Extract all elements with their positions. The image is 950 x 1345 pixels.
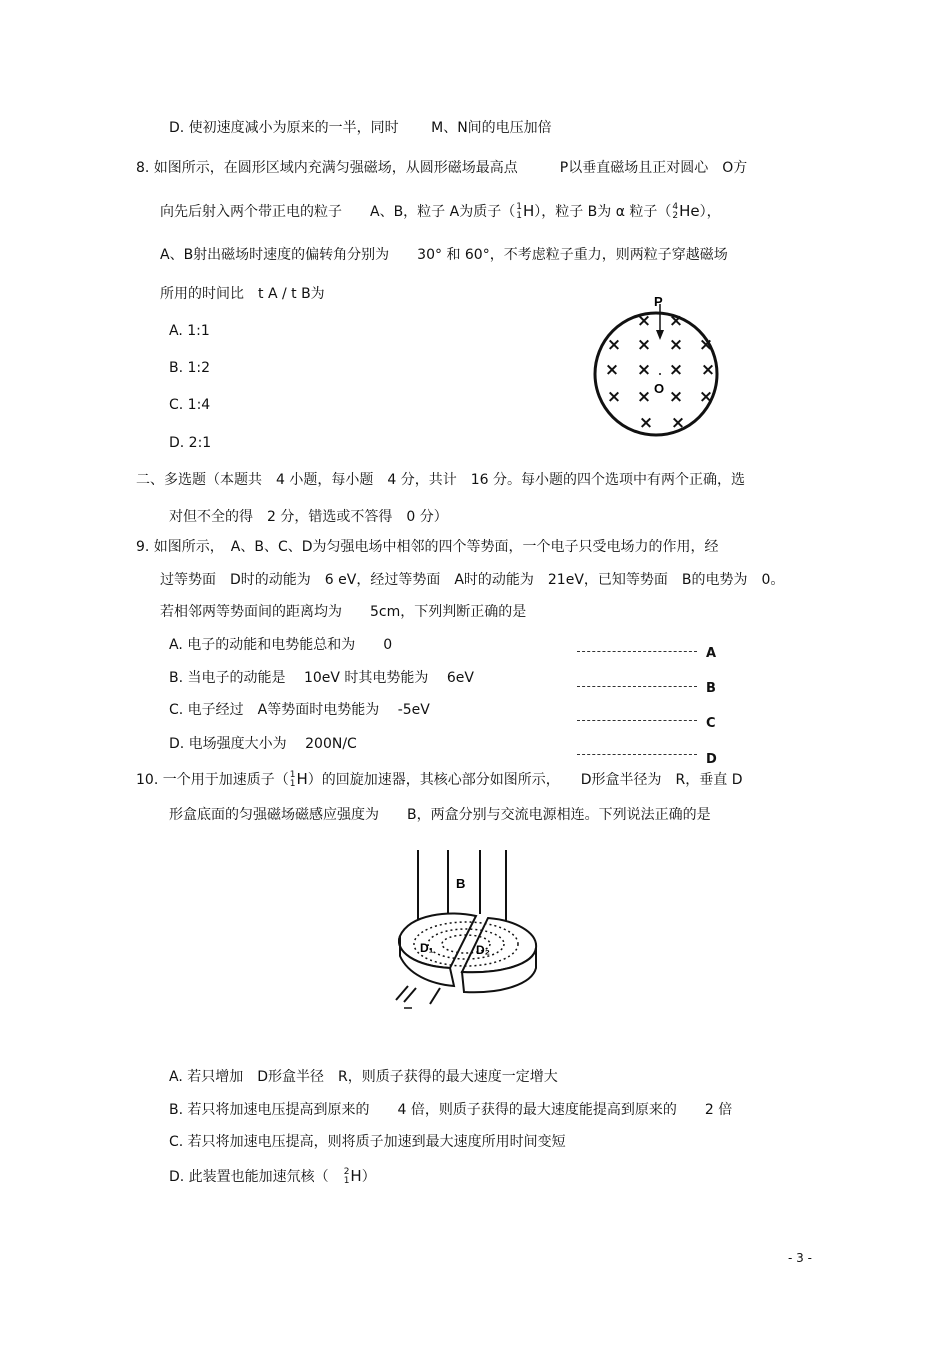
q8-isotope-he: 4 2 — [672, 202, 679, 221]
q8-isotope-h: 1 1 — [516, 202, 522, 221]
equipotential-label-a: A — [706, 646, 717, 661]
q9-option-c: C. 电子经过 A等势面时电势能为 -5eV — [169, 702, 430, 718]
cross-mark: × — [604, 360, 620, 380]
cross-mark: × — [668, 387, 684, 407]
label-p: P — [654, 294, 663, 309]
q9-stem-line2: 过等势面 D时的动能为 6 eV，经过等势面 A时的动能为 21eV，已知等势面 B的电势为 0。 — [160, 572, 785, 588]
q10-stem-line1a: 10. 一个用于加速质子（ — [136, 772, 289, 788]
q10-isotope-deuterium: 2 1 — [343, 1167, 350, 1186]
q8-stem-line2a: 向先后射入两个带正电的粒子 A、B，粒子 A为质子（ — [160, 204, 516, 220]
q8-stem-line1: 8. 如图所示，在圆形区域内充满匀强磁场，从圆形磁场最高点 P以垂直磁场且正对圆心 O方 — [136, 160, 748, 176]
cross-mark: × — [698, 335, 714, 355]
q10-option-d-close: ） — [361, 1169, 376, 1185]
cross-mark: × — [636, 311, 652, 331]
label-d2: D₂ — [476, 943, 490, 957]
q9-option-d: D. 电场强度大小为 200N/C — [169, 736, 357, 752]
q8-option-a: A. 1:1 — [169, 323, 210, 339]
ac-lead — [430, 988, 440, 1004]
equipotential-label-b: B — [706, 681, 716, 696]
equipotential-line-d — [577, 754, 697, 755]
q8-option-d: D. 2:1 — [169, 435, 212, 451]
q8-stem-line2c: ）， — [699, 204, 721, 220]
cross-mark: × — [636, 360, 652, 380]
q8-stem-line2: 向先后射入两个带正电的粒子 A、B，粒子 A为质子（ 1 1 H），粒子 B为 α 粒子（ 4 2 He）， — [160, 202, 721, 221]
q10-stem-line2: 形盒底面的匀强磁场磁感应强度为 B，两盒分别与交流电源相连。下列说法正确的是 — [169, 807, 711, 823]
page-number: - 3 - — [788, 1251, 812, 1265]
center-dot — [659, 373, 661, 375]
q8-stem-line3: A、B射出磁场时速度的偏转角分别为 30° 和 60°，不考虑粒子重力，则两粒子穿越磁场 — [160, 247, 728, 263]
q9-option-b: B. 当电子的动能是 10eV 时其电势能为 6eV — [169, 670, 474, 686]
section2-title: 二、多选题（本题共 4 小题，每小题 4 分，共计 16 分。每小题的四个选项中有两个正确，选 — [136, 472, 745, 488]
q7-option-d: D. 使初速度减小为原来的一半，同时 M、N间的电压加倍 — [169, 120, 552, 136]
label-b: B — [456, 876, 466, 891]
arrow-head-icon — [656, 330, 664, 340]
cross-mark: × — [636, 387, 652, 407]
cross-mark: × — [700, 360, 716, 380]
q8-stem-line2b: ），粒子 B为 α 粒子（ — [534, 204, 672, 220]
q10-isotope-h: 1 1 — [289, 770, 296, 789]
q10-option-d-text: D. 此装置也能加速氘核（ — [169, 1169, 329, 1185]
q10-cyclotron-figure — [390, 848, 540, 1013]
q8-option-c: C. 1:4 — [169, 397, 211, 413]
label-d1: D₁ — [420, 941, 434, 955]
cross-mark: × — [606, 387, 622, 407]
q9-option-a: A. 电子的动能和电势能总和为 0 — [169, 637, 393, 653]
q10-option-d: D. 此装置也能加速氘核（ 2 1 H） — [169, 1167, 376, 1186]
cross-mark: × — [668, 360, 684, 380]
equipotential-line-c — [577, 720, 697, 721]
cross-mark: × — [636, 335, 652, 355]
q10-option-b: B. 若只将加速电压提高到原来的 4 倍，则质子获得的最大速度能提高到原来的 2 倍 — [169, 1102, 733, 1118]
equipotential-line-b — [577, 686, 697, 687]
cross-mark: × — [698, 387, 714, 407]
section2-title-cont: 对但不全的得 2 分，错选或不答得 0 分） — [169, 509, 448, 525]
equipotential-label-d: D — [706, 752, 717, 767]
q9-stem-line3: 若相邻两等势面间的距离均为 5cm，下列判断正确的是 — [160, 604, 527, 620]
q10-option-a: A. 若只增加 D形盒半径 R，则质子获得的最大速度一定增大 — [169, 1069, 558, 1085]
q9-stem-line1: 9. 如图所示， A、B、C、D为匀强电场中相邻的四个等势面，一个电子只受电场力的作用，经 — [136, 539, 719, 555]
label-o: O — [654, 381, 665, 396]
cross-mark: × — [668, 311, 684, 331]
cross-mark: × — [670, 413, 686, 433]
q10-stem-line1b: ）的回旋加速器，其核心部分如图所示， D形盒半径为 R，垂直 D — [307, 772, 743, 788]
q8-stem-line4: 所用的时间比 t A / t B为 — [160, 286, 325, 302]
q8-magnetic-field-figure — [590, 290, 730, 440]
cross-mark: × — [638, 413, 654, 433]
q10-stem-line1: 10. 一个用于加速质子（ 1 1 H）的回旋加速器，其核心部分如图所示， D形盒半径为 R，垂直 D — [136, 770, 743, 789]
q8-option-b: B. 1:2 — [169, 360, 211, 376]
equipotential-line-a — [577, 651, 697, 652]
cross-mark: × — [606, 335, 622, 355]
q10-option-c: C. 若只将加速电压提高，则将质子加速到最大速度所用时间变短 — [169, 1134, 566, 1150]
equipotential-label-c: C — [706, 716, 716, 731]
cross-mark: × — [668, 335, 684, 355]
